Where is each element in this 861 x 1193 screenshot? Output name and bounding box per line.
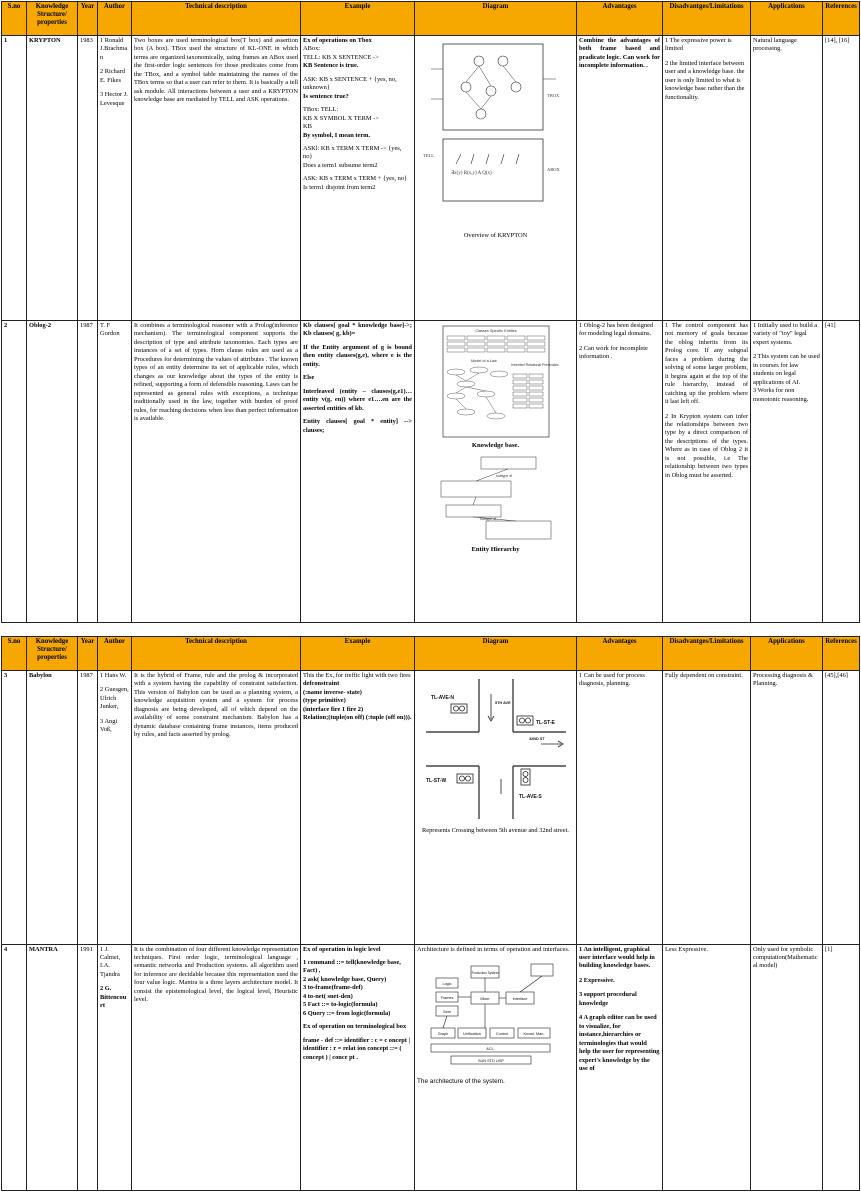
- diagram-caption: Knowledge base.: [471, 442, 520, 449]
- subtype-label: subtype of: [495, 473, 512, 478]
- arch-acl-label: ACL: [485, 1046, 494, 1051]
- diagram-caption: The architecture of the system.: [417, 1077, 505, 1085]
- col-header-limitations: Disadvantges/Limitations: [663, 637, 751, 671]
- row-structure-name: KRYPTON: [27, 36, 78, 321]
- col-header-advantages: Advantages: [577, 2, 663, 36]
- diagram-caption-2: Entity Hierarchy: [471, 545, 520, 553]
- col-header-advantages: Advantages: [577, 637, 663, 671]
- row-references: [14], [16]: [823, 36, 860, 321]
- row-advantages: 1 Can be used for process diagnosis, planning.: [577, 671, 663, 945]
- row-year: 1987: [78, 321, 98, 623]
- kb-inherited-label: Inherited Relational Predicates: [510, 363, 559, 367]
- advantage-item: 1 Oblog-2 has been designed for modeling legal domains.: [579, 322, 654, 338]
- author: 1 Hans W.: [100, 672, 127, 679]
- row-authors: [98, 671, 132, 945]
- row-structure-name: Oblog-2: [27, 321, 78, 623]
- row-year: 1987: [78, 671, 98, 945]
- example-line: Entity clauses[ goal * entity] --> clauses;: [303, 418, 412, 434]
- col-header-example: Example: [301, 2, 415, 36]
- example-line: KB X SYMBOL X TERM ->: [303, 114, 379, 122]
- row-applications: Processing diagnosis & Planning.: [751, 671, 823, 945]
- arch-mixer-label: Mixer: [479, 996, 490, 1001]
- kb-model-label: Model of a Law: [470, 359, 497, 363]
- arch-interface-label: Interface: [512, 996, 527, 1001]
- row-description: It is the combination of four different knowledge representation techniques. First order logic, terminological language , semantic networks and Production systems. all algorithm used for inference are decidable because this representation used the four value logic. Mantra is a three layers architecture model. It consist the epistemological level, the logical level, Heuristic level.: [132, 944, 301, 1190]
- row-diagram: [415, 321, 577, 623]
- example-line: Is sentence true?: [303, 92, 349, 100]
- abox-label: ABOX: [546, 167, 560, 172]
- application-item: 3 Works for non monotonic reasoning.: [753, 387, 809, 403]
- col-header-author: Author: [98, 2, 132, 36]
- row-sno: 3: [2, 671, 27, 945]
- advantage-item: 2 Expressive.: [579, 976, 615, 984]
- street-label: 32ND ST: [528, 737, 545, 741]
- col-header-sno: S.no: [2, 637, 27, 671]
- row-sno: 4: [2, 944, 27, 1190]
- example-line: 2 ask( knowledge base, Query): [303, 975, 387, 983]
- table-row: [2, 321, 860, 623]
- diagram-caption: Represents Crossing between 5th avenue and 32nd street.: [422, 827, 569, 834]
- oblog-knowledge-base-diagram: [441, 324, 559, 439]
- author: 1 J. Calmet, I.A. Tjandra: [100, 945, 121, 978]
- author: 2 G. Bittencourt: [100, 985, 127, 1010]
- example-line: Does a term1 subsume term2: [303, 161, 378, 169]
- example-line: TBox: TELL:: [303, 106, 339, 114]
- author: 2 Guesgen, Ulrich Junker,: [100, 686, 129, 711]
- example-line: Is term1 disjoint from term2: [303, 183, 376, 191]
- row-diagram: [415, 36, 577, 321]
- table-row: [2, 671, 860, 945]
- row-advantages: [577, 944, 663, 1190]
- subtype-label: subtype of: [479, 516, 496, 521]
- example-line: 1 command ::= tell(knowledge base, Fact) ,: [303, 958, 401, 975]
- mantra-architecture-diagram: [426, 956, 566, 1076]
- row-limitations: Less Expressive.: [663, 944, 751, 1190]
- example-line: KB Sentence is true.: [303, 62, 359, 70]
- avenue-label: 5TH AVE: [494, 701, 511, 705]
- advantage-item: 1 An intelligent, graphical user interface would help in building knowledge bases.: [579, 945, 655, 970]
- example-line: 6 Query ::= from logic(formula): [303, 1009, 391, 1017]
- row-year: 1983: [78, 36, 98, 321]
- row-references: [41]: [823, 321, 860, 623]
- example-line: By symbol, I mean term.: [303, 131, 371, 139]
- author: 3 Hector J. Levesque: [100, 91, 128, 107]
- example-line: (interface fire 1 fire 2): [303, 705, 364, 713]
- author: 2 Richard E. Fikes: [100, 68, 126, 84]
- row-example: [301, 321, 415, 623]
- example-line: If the Entity argument of g is bound then entity clauses(g,e), where e is the entity.: [303, 343, 412, 368]
- col-header-description: Technical description: [132, 2, 301, 36]
- example-line: TELL: KB X SENTENCE ->: [303, 53, 379, 61]
- example-line: ASK: KB x SENTENCE + {yes, no, unknown}: [303, 75, 397, 92]
- tell-label: TELL: [422, 153, 434, 158]
- example-line: Interleaved (entity – clauses(g,e1)…entity v(g, en)) where e1….en are the asserted entities of kb.: [303, 387, 412, 412]
- author: 1 Ronald J.Brachman: [100, 37, 128, 61]
- col-header-description: Technical description: [132, 637, 301, 671]
- col-header-references: References: [823, 2, 860, 36]
- example-line: ASK: KB x TERM x TERM + {yes, no}: [303, 175, 408, 183]
- diagram-caption: Overview of KRYPTON: [463, 232, 528, 239]
- limitation-item: 2 the limited interface between user and a knowledge base. the user is only limited to what is knowledge base rather than the functionality.: [665, 59, 745, 101]
- kb-classes-label: Classes Specific Entities: [474, 329, 517, 333]
- row-authors: [98, 36, 132, 321]
- table-part-2: [1, 636, 860, 1191]
- application-item: 1 Initially used to build a variety of "toy" legal expert systems.: [753, 322, 818, 346]
- col-header-author: Author: [98, 637, 132, 671]
- example-line: This the Ex, for treffic light with two fires: [303, 672, 411, 679]
- col-header-applications: Applications: [751, 637, 823, 671]
- row-limitations: Fully dependent on constraint.: [663, 671, 751, 945]
- example-line: 5 Fact ::= to-logic(formula): [303, 1001, 378, 1009]
- signal-label: TL-AVE-S: [518, 794, 542, 800]
- example-line: 3 to-frame(frame-def): [303, 984, 363, 992]
- header-row: [2, 637, 860, 671]
- babylon-crossing-diagram: [421, 674, 571, 824]
- example-line: Ex of operation in logic level: [303, 945, 381, 953]
- advantage-item: 3 support procedural knowledge: [579, 991, 637, 1007]
- arch-control-label: Control: [495, 1031, 508, 1036]
- row-limitations: [663, 321, 751, 623]
- row-limitations: [663, 36, 751, 321]
- limitation-item: 1 The expressive power is limited: [665, 37, 732, 53]
- col-header-structure: Knowledge Structure/ properties: [27, 2, 78, 36]
- limitation-item: 1 The control component has not memory of goals because the oblog inherits from its Prolog core. If any subgoal faces a problem during the solving of some larger problem, it begins again at the top of the rule hierarchy, instead of catching up the problem where it last left off.: [665, 322, 748, 406]
- row-authors: [98, 944, 132, 1190]
- svg-text:∃x(y) R(x,y) A Q(x): ∃x(y) R(x,y) A Q(x): [450, 171, 492, 176]
- arch-frames-label: Frames: [440, 995, 453, 1000]
- col-header-references: References: [823, 637, 860, 671]
- row-sno: 1: [2, 36, 27, 321]
- row-example: [301, 944, 415, 1190]
- row-references: [45],[46]: [823, 671, 860, 945]
- example-lines: [303, 672, 412, 723]
- col-header-year: Year: [78, 2, 98, 36]
- col-header-year: Year: [78, 637, 98, 671]
- table-row: [2, 36, 860, 321]
- row-applications: [751, 321, 823, 623]
- tbox-label: TBOX: [546, 93, 559, 98]
- signal-label: TL-ST-E: [535, 720, 555, 726]
- signal-label: TL-ST-W: [425, 778, 446, 784]
- application-item: 2 This system can be used in courses for law students on legal applications of AI.: [753, 353, 820, 386]
- advantage-item: 4 A graph editor can be used to visualize, for instance,hierarchies or terminologies that would help the user for representing expert's knowledge by the use of: [579, 1014, 660, 1072]
- example-lines: [303, 322, 412, 435]
- arch-unification-label: Unification: [462, 1031, 481, 1036]
- arch-logic-label: Logic: [441, 981, 452, 986]
- example-line: Ex of operation on terminological box: [303, 1023, 407, 1031]
- row-applications: Only used for symbolic computation(Mathematical model): [751, 944, 823, 1190]
- example-line: KB: [303, 123, 312, 131]
- limitation-item: 2 In Krypton system can infer the relationships between two type by a direct comparison of the descriptions of the types. Where as in case of Oblog 2 it is not possible, i.e The relationship between two types in Oblog must be asserted.: [665, 412, 748, 479]
- col-header-diagram: Diagram: [415, 2, 577, 36]
- author: T. F Gordon: [100, 322, 120, 338]
- diagram-intro: Architecture is defined in terms of operation and interfaces.: [417, 945, 570, 953]
- example-line: (type primitive): [303, 697, 346, 705]
- row-advantages: Combine the advantages of both frame based and pradicate logic. Can work for incomplete information. .: [577, 36, 663, 321]
- example-line: ASKl: KB x TERM X TERM -> {yes, no}: [303, 144, 402, 161]
- row-example: [301, 36, 415, 321]
- col-header-sno: S.no: [2, 2, 27, 36]
- arch-knowl-label: Knowl. Man.: [523, 1031, 544, 1036]
- header-row: [2, 2, 860, 36]
- row-structure-name: MANTRA: [27, 944, 78, 1190]
- example-line: 4 to-net( snet-den): [303, 992, 353, 1000]
- row-diagram: [415, 944, 577, 1190]
- example-line: (:name inverse- state): [303, 688, 362, 696]
- krypton-diagram: [421, 39, 571, 229]
- row-references: [1]: [823, 944, 860, 1190]
- signal-label: TL-AVE-N: [430, 695, 454, 701]
- example-line: ABox:: [303, 45, 321, 53]
- table-part-1: [1, 1, 860, 623]
- row-authors: [98, 321, 132, 623]
- oblog-entity-hierarchy-diagram: [436, 453, 556, 543]
- row-applications: Natural language processing.: [751, 36, 823, 321]
- author: 3 Angi Voß,: [100, 717, 118, 734]
- row-diagram: [415, 671, 577, 945]
- col-header-structure: Knowledge Structure/ properties: [27, 637, 78, 671]
- example-line: Else: [303, 374, 315, 382]
- example-line: defconstraint: [303, 680, 340, 688]
- row-description: It is the hybrid of Frame, rule and the prolog & incorporated with a system having the capability of constraint satisfaction. This version of Babylon can be used as a planning system, a knowledge acquisition system and a system for process diagnosis are being developed, all of which depend on the availability of some constraint mechanism. Babylon has a dynamic database containing frame instances, items produced by rules, and facts asserted by prolog.: [132, 671, 301, 945]
- example-line: Relation;(tuple(on off) (:tuple (off on))).: [303, 714, 412, 722]
- col-header-diagram: Diagram: [415, 637, 577, 671]
- col-header-limitations: Disadvantges/Limitations: [663, 2, 751, 36]
- row-description: It combines a terminological reasoner with a Prolog(inference mechanism). The terminological component supports the description of type and attribute taxonomies. Each types are instances of a set of types. Horn clause rules are used as a Procedures for determining the values of attributes . The known types of an entity determine its set of applicable rules, which changes as our knowledge about the types of the entity is refined, supporting a form of defensible reasoning. Laws can be represented as general rules with exceptions, a technique traditionally used in the law, together with burden of proof rules, for reaching decisions when less than perfect information is available.: [132, 321, 301, 623]
- row-sno: 2: [2, 321, 27, 623]
- example-line: frame - def ::= identifier : c = c oncept | identifier : r = relat ion concept ::= ( concept ) | conce pt .: [303, 1036, 410, 1061]
- advantage-item: 2 Can work for incomplete information .: [579, 344, 648, 361]
- col-header-example: Example: [301, 637, 415, 671]
- arch-graph-label: Graph: [437, 1031, 448, 1036]
- row-year: 1991: [78, 944, 98, 1190]
- example-line: Ex of operations on Tbox: [303, 37, 372, 44]
- table-row: [2, 944, 860, 1190]
- row-example: [301, 671, 415, 945]
- row-description: Two boxes are used terminological box(T box) and assertion box (A box). TBox used the structure of KL-ONE in which terms are organized taxonomically, using frames an ABox used the first-order logic sentences for those predicates come from the TBox, and a symbol table maintaining the names of the TBox terms so that a user can refer to them. It is basically a tell ask module. All interactions between a user and a KRYPTON knowledge base are mediated by TELL and ASK operations.: [132, 36, 301, 321]
- col-header-applications: Applications: [751, 2, 823, 36]
- row-structure-name: Babylon: [27, 671, 78, 945]
- example-lines: [303, 946, 412, 1062]
- arch-sem-label: Sem: [442, 1009, 451, 1014]
- arch-production-label: Production System: [471, 970, 498, 975]
- example-lines: [303, 37, 412, 192]
- example-line: Kb clauses[ goal * knowledge base]->; Kb clauses( g, kb)=: [303, 322, 412, 338]
- arch-lisp-label: SUN STD LISP: [477, 1058, 504, 1063]
- row-advantages: [577, 321, 663, 623]
